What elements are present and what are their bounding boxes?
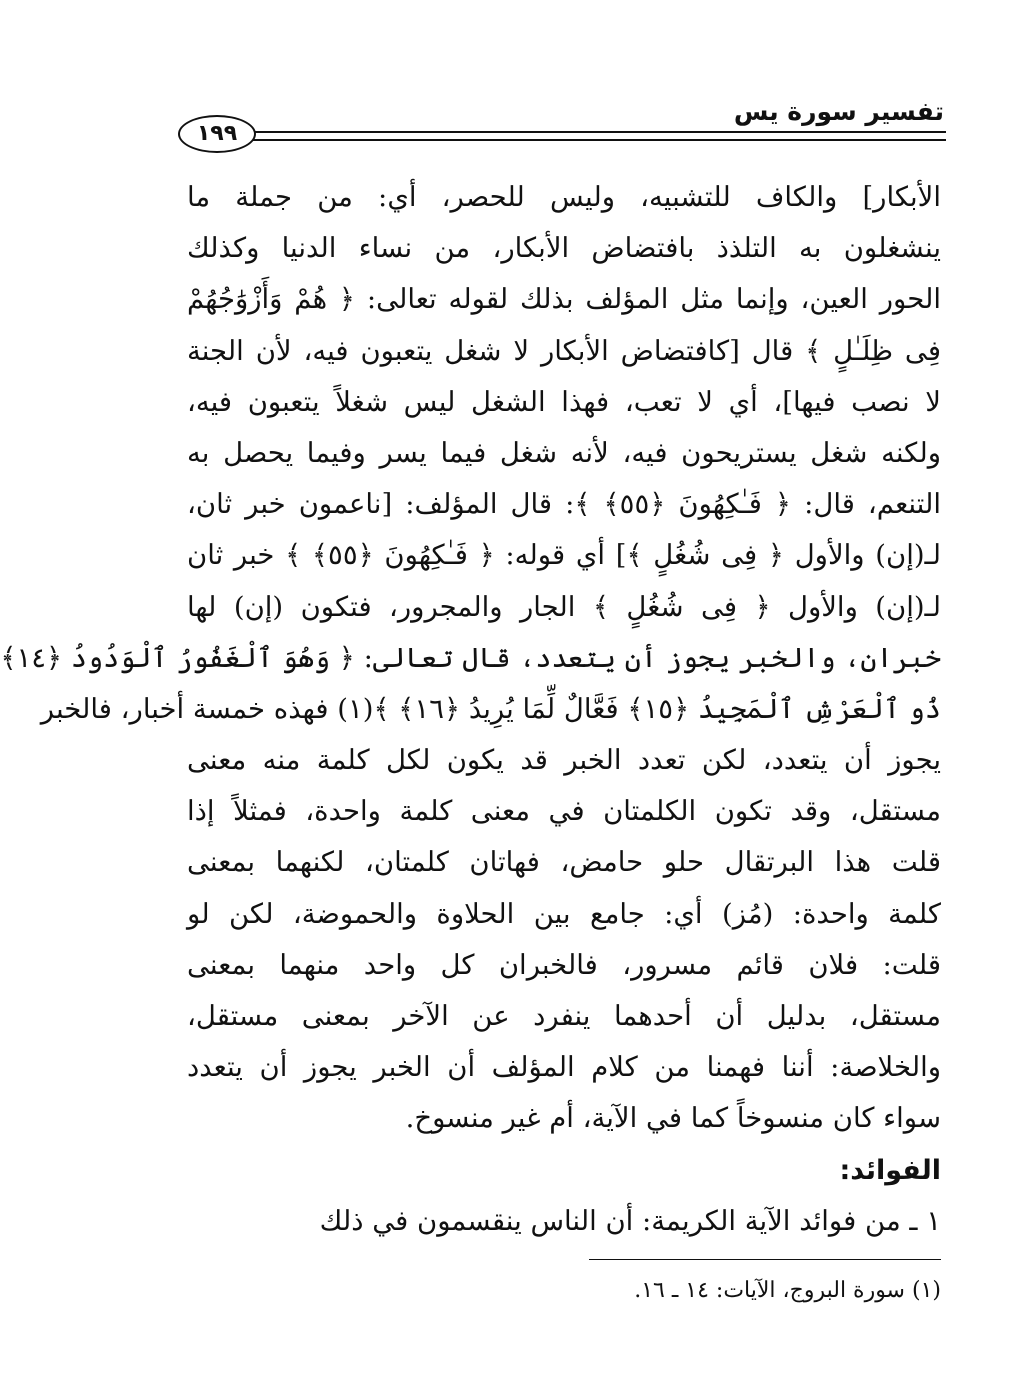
text-line: فِى ظِلَـٰلٍ ﴾ قال [كافتضاض الأبكار لا شغل يتعبون فيه، لأن الجنة: [187, 334, 941, 367]
text-line: الأبكار] والكاف للتشبيه، وليس للحصر، أي: من جملة ما: [187, 181, 941, 213]
page-header: [178, 95, 946, 155]
text-line: لـ(إن) والأول ﴿ فِى شُغُلٍ ﴾ الجار والمجرور، فتكون (إن) لها: [187, 590, 941, 623]
text-line: مستقل، بدليل أن أحدهما ينفرد عن الآخر بمعنى مستقل،: [187, 1000, 941, 1032]
text-line: ينشغلون به التلذذ بافتضاض الأبكار، من نساء الدنيا وكذلك: [187, 232, 941, 265]
text-line: سواء كان منسوخاً كما في الآية، أم غير منسوخ.: [405, 1102, 941, 1135]
text-line: والخلاصة: أننا فهمنا من كلام المؤلف أن الخبر يجوز أن يتعدد: [187, 1051, 941, 1084]
benefit-line: ١ ـ من فوائد الآية الكريمة: أن الناس ينقسمون في ذلك: [319, 1204, 941, 1237]
text-line: قلت: فلان قائم مسرور، فالخبران كل واحد منهما بمعنى: [187, 948, 941, 981]
text-line: خبران، والخبر يجوز أن يتعدد، قال تعالى: ﴿ وَهُوَ ٱلْغَفُورُ ٱلْوَدُودُ ﴿١٤﴾: [0, 641, 941, 674]
text-line: كلمة واحدة: (مُز) أي: جامع بين الحلاوة والحموضة، لكن لو: [187, 897, 941, 930]
text-line: ذُو ٱلْعَرْشِ ٱلْمَجِيدُ ﴿١٥﴾ فَعَّالٌ لِّمَا يُرِيدُ ﴿١٦﴾ ﴾(١) فهذه خمسة أخبار، فالخبر: [40, 692, 941, 725]
text-line: يجوز أن يتعدد، لكن تعدد الخبر قد يكون لكل كلمة منه معنى: [187, 744, 941, 777]
footnote-rule: [589, 1259, 941, 1260]
text-line: ولكنه شغل يستريحون فيه، لأنه شغل فيما يسر وفيما يحصل به: [187, 436, 941, 469]
text-line: لا نصب فيها]، أي لا تعب، فهذا الشغل ليس شغلاً يتعبون فيه،: [187, 385, 941, 418]
text-line: لـ(إن) والأول ﴿ فِى شُغُلٍ ﴾] أي قوله: ﴿ فَـٰكِهُونَ ﴿٥٥﴾ ﴾ خبر ثان: [187, 539, 941, 572]
text-line: الحور العين، وإنما مثل المؤلف بذلك لقوله تعالى: ﴿ هُمْ وَأَزْوَٰجُهُمْ: [187, 283, 941, 316]
benefits-heading: الفوائد:: [839, 1154, 941, 1186]
header-rule: [248, 131, 946, 141]
footnote: (١) سورة البروج، الآيات: ١٤ ـ ١٦.: [634, 1278, 941, 1303]
text-line: مستقل، وقد تكون الكلمتان في معنى كلمة واحدة، فمثلاً إذا: [187, 795, 941, 828]
body-text: [0, 172, 941, 1247]
running-title: تفسير سورة يس: [733, 97, 944, 126]
text-line: قلت هذا البرتقال حلو حامض، فهاتان كلمتان، لكنهما بمعنى: [187, 846, 941, 879]
text-line: التنعم، قال: ﴿ فَـٰكِهُونَ ﴿٥٥﴾ ﴾: قال المؤلف: [ناعمون خبر ثان،: [187, 488, 941, 521]
page-number: ١٩٩: [178, 115, 256, 153]
